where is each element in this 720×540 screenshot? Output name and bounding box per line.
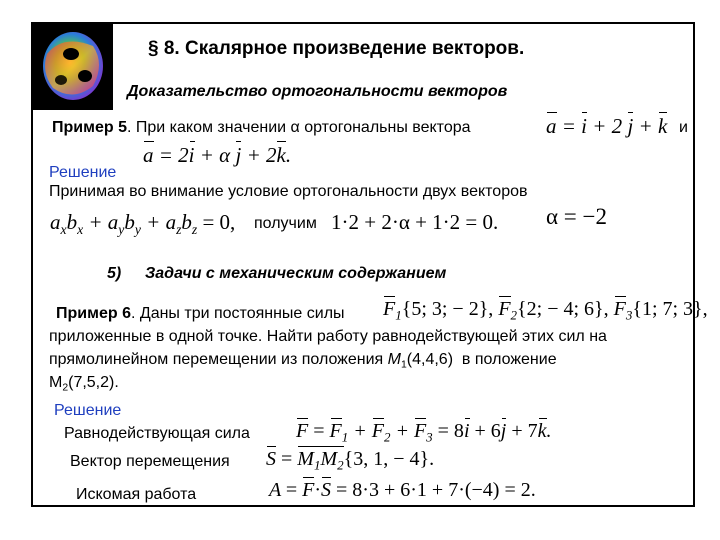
page-subtitle: Доказательство ортогональности векторов — [127, 83, 508, 100]
solution5-equation: 1·2 + 2·α + 1·2 = 0. — [331, 210, 499, 234]
orthogonality-condition-formula: $a_xb_x + a_yb_y + a_zb_z = 0$, — [50, 210, 236, 237]
example5-line — [52, 119, 471, 137]
displacement-formula: $S = M_1M_2\{3$, 1, − 4}. — [266, 448, 435, 473]
point-m2-coords: (7,5,2). — [68, 374, 119, 391]
example5-text: . При каком значении α ортогональны вектора — [126, 119, 471, 136]
example6-line1-text: . Даны три постоянные силы — [130, 305, 345, 322]
solution5-text: Принимая во внимание условие ортогональности двух векторов — [49, 183, 528, 200]
displacement-label: Вектор перемещения — [70, 453, 230, 470]
page-title: § 8. Скалярное произведение векторов. — [148, 38, 525, 59]
example6-line1 — [56, 305, 345, 323]
resultant-formula: $F = F_1 + F_2 + F_3 = 8i + 6j + 7k$. — [296, 420, 552, 445]
point-m1-sub: 1 — [401, 359, 407, 371]
solution5-heading: Решение — [49, 164, 117, 181]
solution6-heading: Решение — [54, 402, 122, 419]
forces-formula: $F_1\{5$; 3; − 2}, $F_2\{2$; − 4; 6}, $F_3\{1$; 7; 3}, — [383, 298, 708, 323]
work-formula: A = F·S = 8·3 + 6·1 + 7·(−4) = 2. — [269, 479, 536, 501]
and-word: и — [679, 119, 688, 136]
example6-label: Пример 6 — [56, 305, 131, 322]
example6-line4 — [49, 374, 119, 392]
example5-vector2-formula: a = 2i + α j + 2k. — [143, 143, 292, 167]
obtain-word: получим — [254, 215, 317, 232]
resultant-label: Равнодействующая сила — [64, 425, 250, 442]
example6-line3-text-b: в положение — [453, 351, 557, 368]
example6-line3 — [49, 351, 557, 369]
example5-vector1-formula: a = i + 2 j + k — [546, 114, 668, 138]
point-m1: M — [387, 351, 401, 368]
example6-line3-text-a: прямолинейном перемещении из положения — [49, 351, 388, 368]
section-number: 5) — [107, 265, 122, 282]
section-title: Задачи с механическим содержанием — [145, 265, 447, 282]
solution5-answer: α = −2 — [546, 204, 607, 229]
torus-logo-image — [33, 24, 113, 110]
point-m2: M — [49, 374, 63, 391]
example6-line2: приложенные в одной точке. Найти работу равнодействующей этих сил на — [49, 328, 607, 345]
work-label: Искомая работа — [76, 486, 197, 503]
point-m1-coords: (4,4,6) — [406, 351, 454, 368]
point-m2-sub: 2 — [62, 382, 69, 394]
example5-label: Пример 5 — [52, 119, 127, 136]
